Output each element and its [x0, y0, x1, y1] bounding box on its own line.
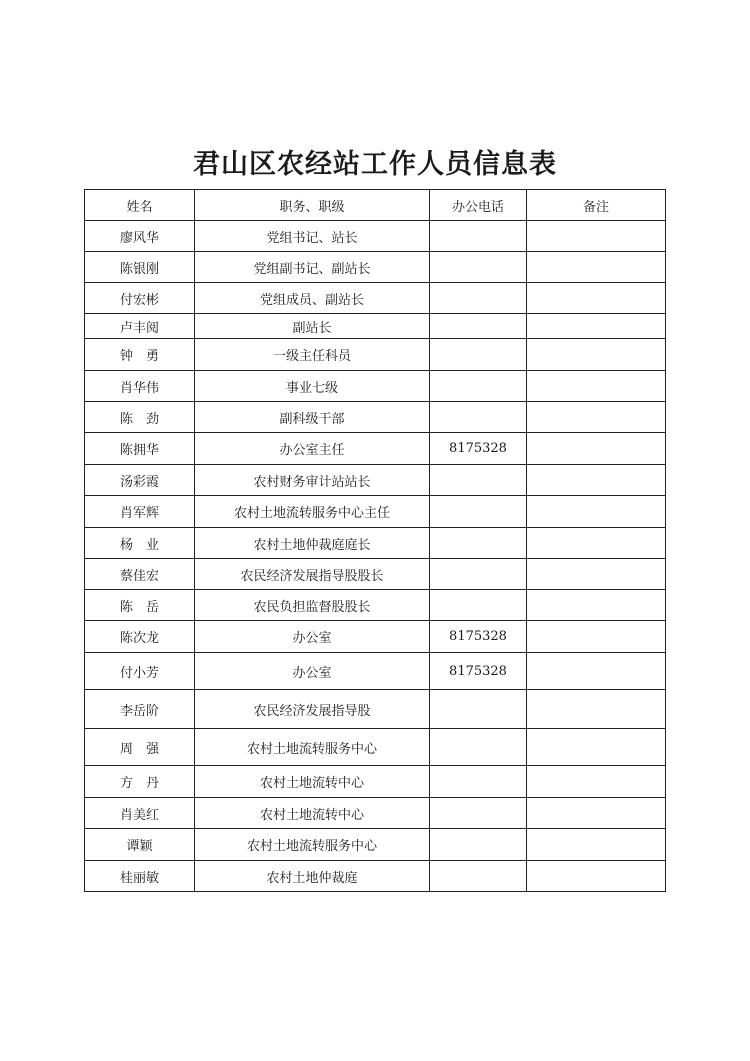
cell-phone	[430, 861, 527, 892]
cell-position: 农村土地流转中心	[195, 798, 430, 829]
cell-name: 蔡佳宏	[85, 559, 195, 590]
cell-name: 方 丹	[85, 766, 195, 798]
table-row	[85, 729, 666, 766]
cell-position: 农民经济发展指导股股长	[195, 559, 430, 590]
cell-position: 一级主任科员	[195, 339, 430, 371]
cell-phone: 8175328	[430, 621, 527, 653]
table-row	[85, 221, 666, 252]
cell-note	[527, 621, 666, 653]
cell-phone	[430, 371, 527, 402]
header-name: 姓名	[85, 190, 195, 221]
table-row	[85, 496, 666, 528]
cell-note	[527, 861, 666, 892]
cell-position: 农村土地仲裁庭	[195, 861, 430, 892]
header-position: 职务、职级	[195, 190, 430, 221]
cell-phone	[430, 283, 527, 314]
cell-position: 农民负担监督股股长	[195, 590, 430, 621]
table-row	[85, 590, 666, 621]
cell-name: 汤彩霞	[85, 465, 195, 496]
staff-info-table	[84, 189, 666, 892]
cell-name: 李岳阶	[85, 690, 195, 729]
cell-position: 办公室	[195, 621, 430, 653]
table-row	[85, 559, 666, 590]
cell-note	[527, 559, 666, 590]
cell-name: 付宏彬	[85, 283, 195, 314]
cell-phone	[430, 798, 527, 829]
cell-note	[527, 221, 666, 252]
cell-note	[527, 465, 666, 496]
table-row	[85, 829, 666, 861]
cell-position: 农村土地流转中心	[195, 766, 430, 798]
cell-name: 陈银刚	[85, 252, 195, 283]
cell-name: 谭颖	[85, 829, 195, 861]
cell-note	[527, 690, 666, 729]
cell-position: 农村土地流转服务中心主任	[195, 496, 430, 528]
cell-name: 肖军辉	[85, 496, 195, 528]
cell-note	[527, 829, 666, 861]
page-title: 君山区农经站工作人员信息表	[193, 149, 557, 180]
table-header-row	[85, 190, 666, 221]
cell-note	[527, 590, 666, 621]
cell-name: 杨 业	[85, 528, 195, 559]
table-row	[85, 252, 666, 283]
cell-phone: 8175328	[430, 433, 527, 465]
cell-name: 付小芳	[85, 653, 195, 690]
table-row	[85, 283, 666, 314]
table-row	[85, 465, 666, 496]
cell-phone	[430, 496, 527, 528]
cell-note	[527, 402, 666, 433]
cell-position: 副站长	[195, 314, 430, 339]
header-note: 备注	[527, 190, 666, 221]
cell-note	[527, 252, 666, 283]
table-row	[85, 402, 666, 433]
cell-name: 卢丰阅	[85, 314, 195, 339]
cell-position: 办公室主任	[195, 433, 430, 465]
header-phone: 办公电话	[430, 190, 527, 221]
cell-phone	[430, 339, 527, 371]
cell-phone	[430, 252, 527, 283]
table-row	[85, 371, 666, 402]
cell-name: 周 强	[85, 729, 195, 766]
cell-position: 党组成员、副站长	[195, 283, 430, 314]
cell-position: 农村财务审计站站长	[195, 465, 430, 496]
cell-phone	[430, 829, 527, 861]
cell-position: 党组书记、站长	[195, 221, 430, 252]
cell-name: 陈次龙	[85, 621, 195, 653]
cell-note	[527, 283, 666, 314]
cell-name: 陈 劲	[85, 402, 195, 433]
cell-phone	[430, 402, 527, 433]
cell-note	[527, 339, 666, 371]
table-row	[85, 528, 666, 559]
cell-name: 肖美红	[85, 798, 195, 829]
cell-note	[527, 433, 666, 465]
cell-note	[527, 766, 666, 798]
cell-phone	[430, 766, 527, 798]
cell-position: 农村土地流转服务中心	[195, 829, 430, 861]
cell-phone	[430, 729, 527, 766]
cell-position: 事业七级	[195, 371, 430, 402]
cell-note	[527, 653, 666, 690]
cell-note	[527, 314, 666, 339]
cell-position: 农村土地流转服务中心	[195, 729, 430, 766]
cell-position: 农民经济发展指导股	[195, 690, 430, 729]
cell-position: 党组副书记、副站长	[195, 252, 430, 283]
cell-phone	[430, 221, 527, 252]
table-row	[85, 861, 666, 892]
cell-phone	[430, 314, 527, 339]
cell-name: 陈 岳	[85, 590, 195, 621]
table-row	[85, 433, 666, 465]
cell-note	[527, 729, 666, 766]
cell-phone	[430, 528, 527, 559]
table-row	[85, 653, 666, 690]
cell-name: 肖华伟	[85, 371, 195, 402]
cell-position: 办公室	[195, 653, 430, 690]
cell-phone: 8175328	[430, 653, 527, 690]
cell-note	[527, 528, 666, 559]
cell-name: 陈拥华	[85, 433, 195, 465]
table-row	[85, 339, 666, 371]
table-row	[85, 621, 666, 653]
cell-note	[527, 496, 666, 528]
cell-note	[527, 371, 666, 402]
cell-name: 钟 勇	[85, 339, 195, 371]
cell-phone	[430, 690, 527, 729]
cell-name: 桂丽敏	[85, 861, 195, 892]
cell-position: 副科级干部	[195, 402, 430, 433]
table-row	[85, 766, 666, 798]
table-row	[85, 314, 666, 339]
cell-position: 农村土地仲裁庭庭长	[195, 528, 430, 559]
cell-note	[527, 798, 666, 829]
table-row	[85, 690, 666, 729]
table-row	[85, 798, 666, 829]
cell-phone	[430, 559, 527, 590]
cell-name: 廖风华	[85, 221, 195, 252]
cell-phone	[430, 590, 527, 621]
cell-phone	[430, 465, 527, 496]
